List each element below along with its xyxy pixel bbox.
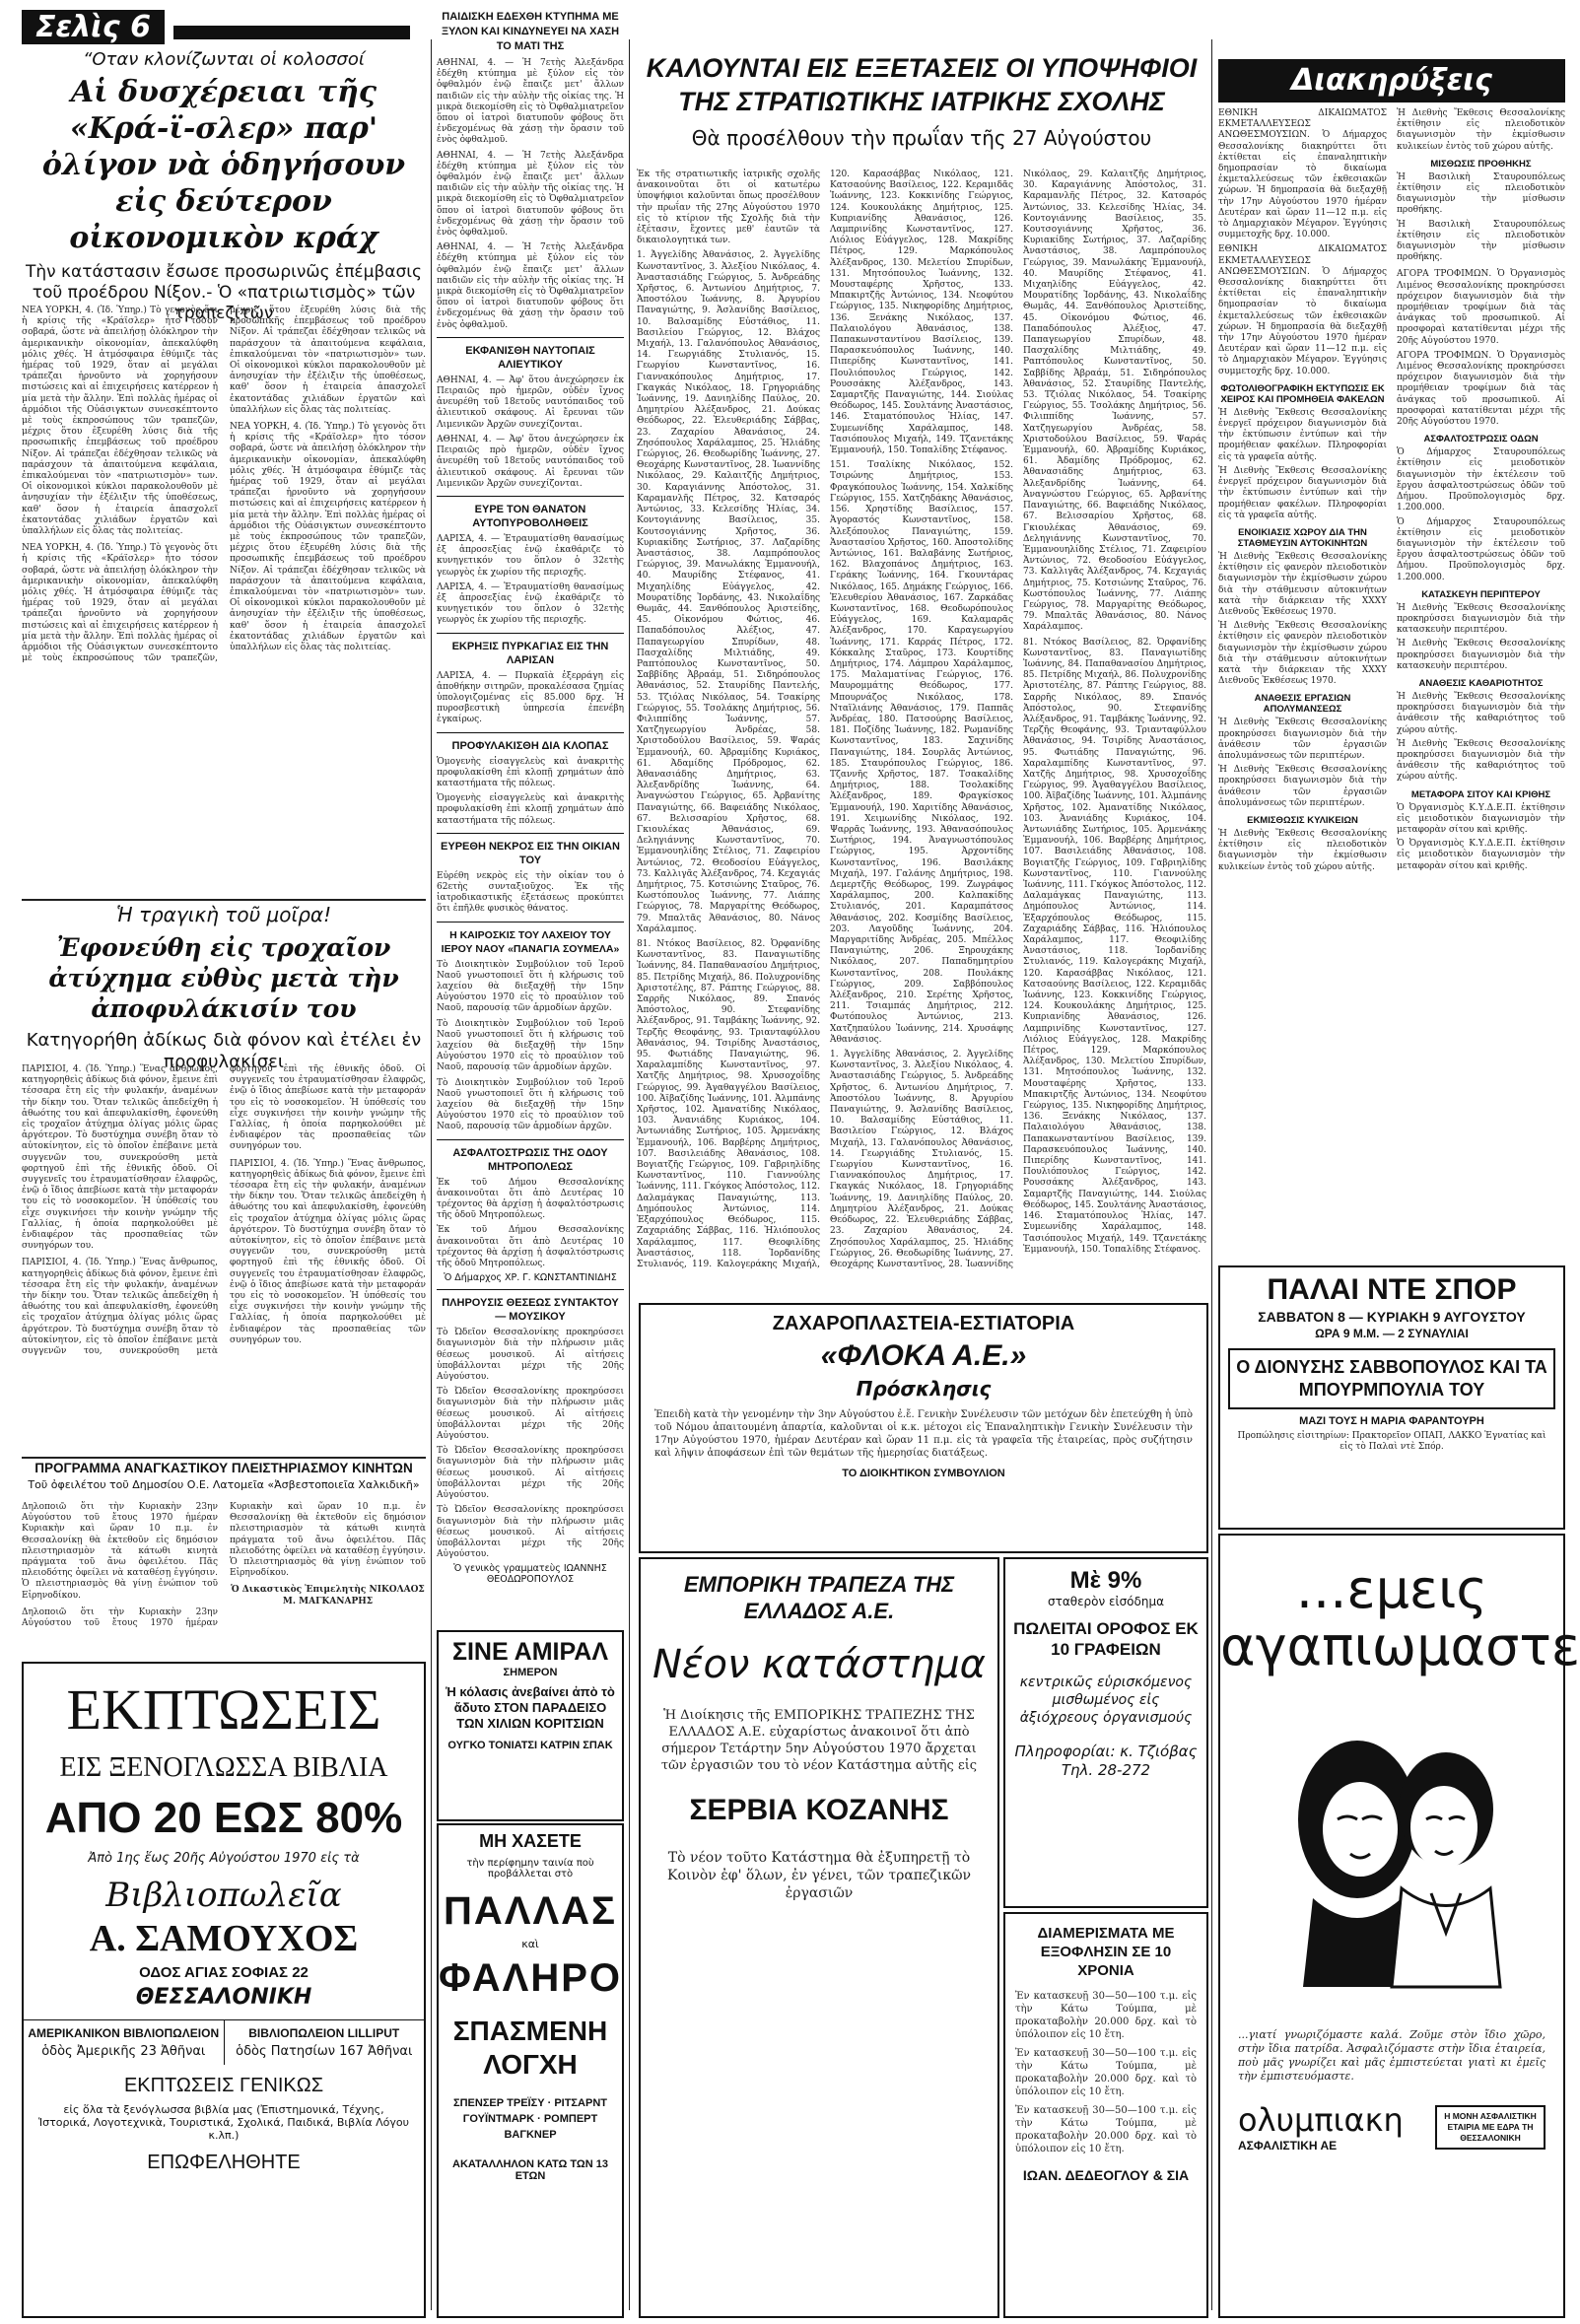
rate-body: κεντρικῶς εὑρισκόμενος μισθωμένος εἰς ἀξιόχρεους ὀργανισμούς <box>1019 1675 1193 1726</box>
ann-sub-3-body: Ἡ Διεθνὴς Ἔκθεσις Θεσσαλονίκης προκηρύσσει διαγωνισμὸν διὰ τὴν ἀνάθεσιν τῶν ἐργασιῶν ἀπολυμάνσεως τῶν περιπτέρων. <box>1218 718 1387 761</box>
ann-sub-4-body-repeat: Ἡ Διεθνὴς Ἔκθεσις Θεσσαλονίκης ἐκτίθησιν εἰς πλειοδοτικὸν διαγωνισμὸν τὴν ἐκμίσθωσιν κυλικείων ἐντὸς τοῦ χώρου αὐτῆς. <box>1397 108 1565 152</box>
accident-body: ΠΑΡΙΣΙΟΙ, 4. (Ἰδ. Ὑπηρ.) Ἕνας ἄνθρωπος, κατηγορηθεὶς ἀδίκως διὰ φόνον, ἔμεινε ἐπὶ τέσσαρα ἔτη εἰς τὴν φυλακήν, ἀναμένων τὴν δίκην του. Ὅταν τελικῶς ἀπεδείχθη ἡ ἀθωότης του καὶ ἀπεφυλακίσθη, ἐφονεύθη εἰς τροχαῖον ἀτύχημα ὀλίγας μόλις ὥρας ἀργότερον. Τὸ δυστύχημα συνέβη ὅταν τὸ αὐτοκίνητον, εἰς τὸ ὁποῖον ἐπέβαινε μετὰ συγγενῶν του, συνεκρούσθη μετὰ φορτηγοῦ ἐπὶ τῆς ἐθνικῆς ὁδοῦ. Οἱ συγγενεῖς του ἐτραυματίσθησαν ἐλαφρῶς, ἐνῷ ὁ ἴδιος ἀπεβίωσε κατὰ τὴν μεταφοράν του εἰς τὸ νοσοκομεῖον. Ἡ ὑπόθεσίς του εἶχε συγκινήσει τὴν κοινὴν γνώμην τῆς Γαλλίας, ἡ ὁποία παρηκολούθει μὲ ἐνδιαφέρον τὰς προσπαθείας τῶν συνηγόρων του. <box>22 1064 218 1252</box>
ad-slogan: ...εμεις αγαπιωμαστε <box>1220 1558 1580 1677</box>
job-body-repeat: Τὸ Ὠδεῖον Θεσσαλονίκης προκηρύσσει διαγωνισμὸν διὰ τὴν πλήρωσιν μιᾶς θέσεως μουσικοῦ. Αἱ αἰτήσεις ὑποβάλλονται μέχρι τῆς 20ῆς Αὐγούστου. <box>437 1505 624 1560</box>
floka-sub: Πρόσκλησις <box>856 1377 992 1401</box>
divider <box>437 1139 624 1140</box>
page-label: Σελὶς 6 <box>22 10 165 44</box>
program-body-repeat: Δηλοποιῶ ὅτι τὴν Κυριακὴν 23ην Αὐγούστου τοῦ ἔτους 1970 ἡμέραν Κυριακὴν καὶ ὥραν 10 π.μ. ἐν Θεσσαλονίκῃ θὰ ἐκτεθοῦν εἰς δημόσιον πλειστηριασμὸν τὰ κάτωθι κινητὰ πράγματα τοῦ ἄνω ὀφειλέτου. Πᾶς πλειοδότης ὀφείλει νὰ καταθέσῃ ἐγγύησιν. Ὁ πλειστηριασμὸς θὰ γίνῃ ἐνώπιον τοῦ Εἰρηνοδίκου. <box>22 1502 426 1629</box>
cinema-cast: ΟΥΓΚΟ ΤΟΝΙΑΤΣΙ ΚΑΤΡΙΝ ΣΠΑΚ <box>447 1740 613 1751</box>
announcements-body <box>1218 108 1565 1257</box>
job-body: Τὸ Ὠδεῖον Θεσσαλονίκης προκηρύσσει διαγωνισμὸν διὰ τὴν πλήρωσιν μιᾶς θέσεως μουσικοῦ. Αἱ αἰτήσεις ὑποβάλλονται μέχρι τῆς 20ῆς Αὐγούστου. <box>437 1328 624 1383</box>
ann-r-sub-3-body-repeat: Ἡ Διεθνὴς Ἔκθεσις Θεσσαλονίκης προκηρύσσει διαγωνισμὸν διὰ τὴν ἀνάθεσιν τῆς καθαριότητος τοῦ χώρου αὐτῆς. <box>1397 738 1565 783</box>
divider <box>437 922 624 923</box>
lottery-body-repeat: Τὸ Διοικητικὸν Συμβούλιον τοῦ Ἱεροῦ Ναοῦ γνωστοποιεῖ ὅτι ἡ κλήρωσις τοῦ λαχείου θὰ διεξαχθῇ τὴν 15ην Αὐγούστου 1970 εἰς τὸ προαύλιον τοῦ Ναοῦ, παρουσίᾳ τῶν ἁρμοδίων ἀρχῶν. <box>437 1077 624 1132</box>
sale-cta: ΕΠΩΦΕΛΗΘΗΤΕ <box>147 2152 301 2173</box>
ann-sub-1-body: Ἡ Διεθνὴς Ἔκθεσις Θεσσαλονίκης ἐνεργεῖ πρόχειρον διαγωνισμὸν διὰ τὴν ἐκτύπωσιν ἐντύπων καὶ τὴν προμήθειαν φακέλων. Πληροφορίαι εἰς τὰ γραφεῖα αὐτῆς. <box>1218 407 1387 462</box>
program-body: Δηλοποιῶ ὅτι τὴν Κυριακὴν 23ην Αὐγούστου τοῦ ἔτους 1970 ἡμέραν Κυριακὴν καὶ ὥραν 10 π.μ. ἐν Θεσσαλονίκῃ θὰ ἐκτεθοῦν εἰς δημόσιον πλειστηριασμὸν τὰ κάτωθι κινητὰ πράγματα τοῦ ἄνω ὀφειλέτου. Πᾶς πλειοδότης ὀφείλει νὰ καταθέσῃ ἐγγύησιν. Ὁ πλειστηριασμὸς θὰ γίνῃ ἐνώπιον τοῦ Εἰρηνοδίκου. <box>22 1502 218 1601</box>
dead-body: Εὑρέθη νεκρὸς εἰς τὴν οἰκίαν του ὁ 62ετὴς συνταξιοῦχος. Ἐκ τῆς ἰατροδικαστικῆς ἐξετάσεως προκύπτει ὅτι ἐπῆλθε φυσικὸς θάνατος. <box>437 870 624 915</box>
asphalt-signoff: Ὁ Δήμαρχος ΧΡ. Γ. ΚΩΝΣΤΑΝΤΙΝΙΔΗΣ <box>444 1272 617 1284</box>
pallas-cinema-ad <box>437 1823 624 2318</box>
death-body-repeat: ΛΑΡΙΣΑ, 4. — Ἐτραυματίσθη θανασίμως ἐξ ἀπροσεξίας ἐνῷ ἐκαθάριζε τὸ κυνηγετικόν του ὅπλον ὁ 32ετὴς γεωργὸς ἐκ χωρίου τῆς περιοχῆς. <box>437 581 624 626</box>
flats-body: Ἐν κατασκευῇ 30—50—100 τ.μ. εἰς τὴν Κάτω Τούμπα, μὲ προκαταβολὴν 20.000 δρχ. καὶ τὸ ὑπόλοιπον εἰς 10 ἔτη. <box>1015 1991 1197 2040</box>
asphalt-head: ΑΣΦΑΛΤΟΣΤΡΩΣΙΣ ΤΗΣ ΟΔΟΥ ΜΗΤΡΟΠΟΛΕΩΣ <box>452 1146 608 1173</box>
bank-sub: Νέον κατάστημα <box>652 1642 987 1687</box>
concert-title: ΠΑΛΑΙ ΝΤΕ ΣΠΟΡ <box>1267 1273 1517 1306</box>
lead-body-repeat: ΝΕΑ ΥΟΡΚΗ, 4. (Ἰδ. Ὑπηρ.) Τὸ γεγονὸς ὅτι ἡ κρίσις τῆς «Κράϊσλερ» ἦτο τόσον σοβαρά, ὥστε νὰ ἀπειλήσῃ ὁλόκληρον τὴν ἀμερικανικὴν οἰκονομίαν, ἀπεκαλύφθη μόλις χθές. Ἡ ἀτμόσφαιρα ἐθύμιζε τὰς ἡμέρας τοῦ 1929, ὅταν αἱ μεγάλαι τράπεζαι ἡρνοῦντο νὰ χορηγήσουν πιστώσεις καὶ αἱ ἐπιχειρήσεις κατέρρεον ἡ μία μετὰ τὴν ἄλλην. Ἐπὶ πολλὰς ἡμέρας οἱ ἁρμόδιοι τῆς Οὐάσιγκτων συνεσκέπτοντο μὲ τοὺς ἐκπροσώπους τῶν τραπεζῶν, μέχρις ὅτου ἐξευρέθη λύσις διὰ τῆς προσωπικῆς ἐπεμβάσεως τοῦ προέδρου Νίξον. Αἱ τράπεζαι ἐδέχθησαν τελικῶς νὰ παράσχουν τὰ ἀπαιτούμενα κεφάλαια, ἐπικαλούμεναι τὸν «πατριωτισμὸν» των. Οἱ οἰκονομικοὶ κύκλοι παρακολουθοῦν μὲ ἀνησυχίαν τὴν ἐξέλιξιν τῆς ὑποθέσεως, καθ' ὅσον ἡ ἐταιρεία ἀπασχολεῖ ἑκατοντάδας χιλιάδων ἐργατῶν καὶ ὑπαλλήλων εἰς ὅλας τὰς πολιτείας. <box>230 422 426 653</box>
concert-ad <box>1218 1265 1565 1530</box>
death-head: ΕΥΡΕ ΤΟΝ ΘΑΝΑΤΟΝ ΑΥΤΟΠΥΡΟΒΟΛΗΘΕΙΣ <box>472 503 588 529</box>
ann-sub-4-body: Ἡ Διεθνὴς Ἔκθεσις Θεσσαλονίκης ἐκτίθησιν εἰς πλειοδοτικὸν διαγωνισμὸν τὴν ἐκμίσθωσιν κυλικείων ἐντὸς τοῦ χώρου αὐτῆς. <box>1218 828 1387 872</box>
girl-head: ΠΑΙΔΙΣΚΗ ΕΔΕΧΘΗ ΚΤΥΠΗΜΑ ΜΕ ΞΥΛΟΝ ΚΑΙ ΚΙΝΔΥΝΕΥΕΙ ΝΑ ΧΑΣΗ ΤΟ ΜΑΤΙ ΤΗΣ <box>441 11 620 52</box>
job-body-repeat: Τὸ Ὠδεῖον Θεσσαλονίκης προκηρύσσει διαγωνισμὸν διὰ τὴν πλήρωσιν μιᾶς θέσεως μουσικοῦ. Αἱ αἰτήσεις ὑποβάλλονται μέχρι τῆς 20ῆς Αὐγούστου. <box>437 1446 624 1501</box>
ann-sub-1: ΦΩΤΟΛΙΘΟΓΡΑΦΙΚΗ ΕΚΤΥΠΩΣΙΣ ΕΚ ΧΕΙΡΟΣ ΚΑΙ ΠΡΟΜΗΘΕΙΑ ΦΑΚΕΛΩΝ <box>1220 382 1385 405</box>
floka-body: Ἐπειδὴ κατὰ τὴν γενομένην τὴν 3ην Αὐγούστου ἐ.ἔ. Γενικὴν Συνέλευσιν τῶν μετόχων δὲν ἐπετεύχθη ἡ ὑπὸ τοῦ Νόμου ἀπαιτουμένη ἀπαρτία, καλοῦνται οἱ κ.κ. μέτοχοι εἰς Ἐπαναληπτικὴν Γενικὴν Συνέλευσιν τὴν 17ην Αὐγούστου 1970, ἡμέραν Δευτέραν καὶ ὥραν 11 π.μ. εἰς τὰ γραφεῖα τῆς ἑταιρείας, πρὸς συζήτησιν καὶ λῆψιν ἀποφάσεων ἐπὶ τῶν θεμάτων τῆς ἡμερησίας διατάξεως. <box>654 1409 1193 1459</box>
ad-brand-sub: ΑΣΦΑΛΙΣΤΙΚΗ ΑΕ <box>1238 2139 1338 2153</box>
death-body: ΛΑΡΙΣΑ, 4. — Ἐτραυματίσθη θανασίμως ἐξ ἀπροσεξίας ἐνῷ ἐκαθάριζε τὸ κυνηγετικόν του ὅπλον ὁ 32ετὴς γεωργὸς ἐκ χωρίου τῆς περιοχῆς. <box>437 533 624 578</box>
program-title: ΠΡΟΓΡΑΜΜΑ ΑΝΑΓΚΑΣΤΙΚΟΥ ΠΛΕΙΣΤΗΡΙΑΣΜΟΥ ΚΙΝΗΤΩΝ <box>34 1461 413 1475</box>
center-headline: ΚΑΛΟΥΝΤΑΙ ΕΙΣ ΕΞΕΤΑΣΕΙΣ ΟΙ ΥΠΟΨΗΦΙΟΙ ΤΗΣ ΣΤΡΑΤΙΩΤΙΚΗΣ ΙΑΤΡΙΚΗΣ ΣΧΟΛΗΣ <box>646 53 1198 116</box>
lottery-body-repeat: Τὸ Διοικητικὸν Συμβούλιον τοῦ Ἱεροῦ Ναοῦ γνωστοποιεῖ ὅτι ἡ κλήρωσις τοῦ λαχείου θὰ διεξαχθῇ τὴν 15ην Αὐγούστου 1970 εἰς τὸ προαύλιον τοῦ Ναοῦ, παρουσίᾳ τῶν ἁρμοδίων ἀρχῶν. <box>437 1018 624 1073</box>
ad-note: Η ΜΟΝΗ ΑΣΦΑΛΙΣΤΙΚΗ ΕΤΑΙΡΙΑ ΜΕ ΕΔΡΑ ΤΗ ΘΕΣΣΑΛΟΝΙΚΗ <box>1444 2110 1537 2143</box>
ann-r-sub-1: ΑΣΦΑΛΤΟΣΤΡΩΣΙΣ ΟΔΩΝ <box>1423 434 1539 445</box>
navy-head: ΕΚΦΑΝΙΣΘΗ ΝΑΥΤΟΠΑΙΣ ΑΛΙΕΥΤΙΚΟΥ <box>465 344 595 371</box>
program-sub: Τοῦ ὀφειλέτου τοῦ Δημοσίου Ο.Ε. Λατομεῖα «Ἀσβεστοποιεῖα Χαλκιδικῆ» <box>28 1478 420 1491</box>
ad-brand-row <box>1238 2101 1546 2153</box>
lottery-head: Η ΚΑΙΡΟΣΚΙΣ ΤΟΥ ΛΑΧΕΙΟΥ ΤΟΥ ΙΕΡΟΥ ΝΑΟΥ «ΠΑΝΑΓΙΑ ΣΟΥΜΕΛΑ» <box>441 928 620 955</box>
column-rule <box>629 39 630 2310</box>
cinema-title: ΣΙΝΕ ΑΜΙΡΑΛ <box>451 1638 609 1666</box>
man-figure <box>1392 1752 1500 1987</box>
flats-body-repeat: Ἐν κατασκευῇ 30—50—100 τ.μ. εἰς τὴν Κάτω Τούμπα, μὲ προκαταβολὴν 20.000 δρχ. καὶ τὸ ὑπόλοιπον εἰς 10 ἔτη. <box>1015 2048 1197 2097</box>
ann-body-a-repeat: ΕΘΝΙΚΗ ΔΙΚΑΙΩΜΑΤΟΣ ΕΚΜΕΤΑΛΛΕΥΣΕΩΣ ΑΝΩΘΕΣΜΟΥΣΙΩΝ. Ὁ Δήμαρχος Θεσσαλονίκης διακηρύττει ὅτι ἐκτίθεται εἰς ἐπαναληπτικὴν δημοπρασίαν τὸ δικαίωμα ἐκμεταλλεύσεως τῶν ἐκθεσιακῶν χώρων. Ἡ δημοπρασία θὰ διεξαχθῇ τὴν 17ην Αὐγούστου 1970 ἡμέραν Δευτέραν καὶ ὥραν 11—12 π.μ. εἰς τὸ Δημαρχιακὸν Μέγαρον. Ἐγγύησις συμμετοχῆς δρχ. 10.000. <box>1218 244 1387 376</box>
ann-r-sub-2-body-repeat: Ἡ Διεθνὴς Ἔκθεσις Θεσσαλονίκης προκηρύσσει διαγωνισμὸν διὰ τὴν κατασκευὴν περιπτέρου. <box>1397 639 1565 671</box>
theft-head: ΠΡΟΦΥΛΑΚΙΣΘΗ ΔΙΑ ΚΛΟΠΑΣ <box>451 739 609 752</box>
ann-r-sub-2-body: Ἡ Διεθνὴς Ἔκθεσις Θεσσαλονίκης προκηρύσσει διαγωνισμὸν διὰ τὴν κατασκευὴν περιπτέρου. <box>1397 602 1565 636</box>
rate-title: Μὲ 9% <box>1069 1567 1142 1594</box>
dead-head: ΕΥΡΕΘΗ ΝΕΚΡΟΣ ΕΙΣ ΤΗΝ ΟΙΚΙΑΝ ΤΟΥ <box>441 840 620 866</box>
job-signoff: Ὁ γενικὸς γραμματεὺς ΙΩΑΝΝΗΣ ΘΕΟΔΩΡΟΠΟΥΛΟΣ <box>453 1563 607 1586</box>
miss-cinema-1: ΠΑΛΛΑΣ <box>443 1889 618 1933</box>
flats-ad <box>1003 1912 1208 2318</box>
candidates-list-a-repeat: 1. Ἀγγελίδης Ἀθανάσιος, 2. Ἀγγελίδης Κωνσταντῖνος, 3. Ἀλεξίου Νικόλαος, 4. Ἀναστασιάδης Γεώργιος, 5. Ἀνδρεάδης Χρῆστος, 6. Ἀντωνίου Δημήτριος, 7. Ἀποστόλου Ἰωάννης, 8. Ἀργυρίου Παναγιώτης, 9. Ἀσλανίδης Βασίλειος, 10. Βαλσαμίδης Εὐστάθιος, 11. Βασιλείου Γεώργιος, 12. Βλάχος Μιχαήλ, 13. Γαλανόπουλος Ἀθανάσιος, 14. Γεωργιάδης Στυλιανός, 15. Γεωργίου Κωνσταντῖνος, 16. Γιαννακόπουλος Δημήτριος, 17. Γκαγκάς Νικόλαος, 18. Γρηγοριάδης Ἰωάννης, 19. Δανιηλίδης Παύλος, 20. Δημητρίου Ἀλέξανδρος, 21. Δούκας Θεόδωρος, 22. Ἐλευθεριάδης Σάββας, 23. Ζαχαρίου Ἀθανάσιος, 24. Ζησόπουλος Χαράλαμπος, 25. Ἠλιάδης Γεώργιος, 26. Θεοδωρίδης Ἰωάννης, 27. Θεοχάρης Κωνσταντῖνος, 28. Ἰωαννίδης Νικόλαος, 29. Καλαιτζῆς Δημήτριος, 30. Καραγιάννης Ἀπόστολος, 31. Καραμανλῆς Πέτρος, 32. Κατσαρός Ἀντώνιος, 33. Κελεσίδης Ἠλίας, 34. Κοντογιάννης Βασίλειος, 35. Κουτσογιάννης Χρῆστος, 36. Κυριακίδης Σωτήριος, 37. Λαζαρίδης Ἀναστάσιος, 38. Λαμπρόπουλος Γεώργιος, 39. Μανωλάκης Ἐμμανουήλ, 40. Μαυρίδης Στέφανος, 41. Μιχαηλίδης Εὐάγγελος, 42. Μουρατίδης Ἰορδάνης, 43. Νικολαΐδης Θωμᾶς, 44. Ξανθόπουλος Ἀριστείδης, 45. Οἰκονόμου Φώτιος, 46. Παπαδόπουλος Ἀλέξιος, 47. Παπαγεωργίου Σπυρίδων, 48. Πασχαλίδης Μιλτιάδης, 49. Ραπτόπουλος Κωνσταντῖνος, 50. Σαββίδης Ἀβραάμ, 51. Σιδηρόπουλος Ἀθανάσιος, 52. Σταυρίδης Παντελής, 53. Τζιόλας Νικόλαος, 54. Τσακίρης Γεώργιος, 55. Τσολάκης Δημήτριος, 56. Φιλιππίδης Ἰωάννης, 57. Χατζηγεωργίου Ἀνδρέας, 58. Χριστοδούλου Βασίλειος, 59. Ψαράς Ἐμμανουήλ, 60. Ἀβραμίδης Κυριάκος, 61. Ἀδαμίδης Πρόδρομος, 62. Ἀθανασιάδης Δημήτριος, 63. Ἀλεξανδρίδης Ἰωάννης, 64. Ἀναγνώστου Γεώργιος, 65. Ἀρβανίτης Παναγιώτης, 66. Βαφειάδης Νικόλαος, 67. Βελισσαρίου Χρῆστος, 68. Γκιουλέκας Ἀθανάσιος, 69. Δεληγιάννης Κωνσταντῖνος, 70. Ἐμμανουηλίδης Στέλιος, 71. Ζαφειρίου Ἀντώνιος, 72. Θεοδοσίου Εὐάγγελος, 73. Καλλιγᾶς Ἀλέξανδρος, 74. Κεχαγιάς Δημήτριος, 75. Κοτσιώνης Σταῦρος, 76. Κωστόπουλος Ἰωάννης, 77. Λιάπης Γεώργιος, 78. Μαργαρίτης Θεόδωρος, 79. Μπαλτᾶς Ἀθανάσιος, 80. Νάνος Χαράλαμπος. <box>830 170 1206 1269</box>
general-body: εἰς ὅλα τὰ ξενόγλωσσα βιβλία μας (Ἐπιστημονικά, Τέχνης, Ἱστορικά, Λογοτεχνικὰ, Τουριστικά, Σχολικά, Παιδικά, Βιβλία Λόγου κ.λπ.) <box>38 2103 409 2142</box>
floka-signoff: ΤΟ ΔΙΟΙΚΗΤΙΚΟΝ ΣΥΜΒΟΥΛΙΟΝ <box>842 1468 1005 1479</box>
branches <box>24 2019 424 2065</box>
lead-headline: Αἱ δυσχέρειαι τῆς «Κρά-ϊ-σλερ» παρ' ὀλίγον νὰ ὁδηγήσουν εἰς δεύτερον οἰκονομικὸν κράχ <box>41 75 406 255</box>
divider <box>22 1457 426 1459</box>
candidates-list-c: 151. Τσαλίκης Νικόλαος, 152. Τσιρώνης Δημήτριος, 153. Φραγκόπουλος Ἰωάννης, 154. Χαλκίδης Γεώργιος, 155. Χατζηδάκης Ἀθανάσιος, 156. Χρηστίδης Βασίλειος, 157. Ἀγοραστός Κωνσταντῖνος, 158. Ἀλεξόπουλος Παναγιώτης, 159. Ἀναστασίου Χρῆστος, 160. Ἀποστολίδης Ἀντώνιος, 161. Βαλαβάνης Σωτήριος, 162. Βλαχοπάνος Δημήτριος, 163. Γεράκης Ἰωάννης, 164. Γκουντάρας Νικόλαος, 165. Δημάκης Γεώργιος, 166. Ἐλευθερίου Ἀθανάσιος, 167. Ζαρκάδας Κωνσταντῖνος, 168. Θεοδωρόπουλος Εὐάγγελος, 169. Καλαμαρᾶς Ἀλέξανδρος, 170. Καραγεωργίου Ἰωάννης, 171. Καρράς Πέτρος, 172. Κόκκαλης Σταῦρος, 173. Κουρτίδης Δημήτριος, 174. Λάμπρου Χαράλαμπος, 175. Μαλαματίνας Γεώργιος, 176. Μαυρομμάτης Θεόδωρος, 177. Μπουρνάζος Νικόλαος, 178. Νταϊλιάνης Ἀθανάσιος, 179. Παππᾶς Ἀνδρέας, 180. Πατσούρης Βασίλειος, 181. Ποζίδης Ἰωάννης, 182. Ρωμανίδης Κωνσταντῖνος, 183. Σαχινίδης Παναγιώτης, 184. Σουρλᾶς Ἀντώνιος, 185. Σταυρόπουλος Γεώργιος, 186. Τζαννῆς Χρῆστος, 187. Τσακαλίδης Δημήτριος, 188. Τσολακίδης Ἀλέξανδρος, 189. Φραγκίσκος Ἐμμανουήλ, 190. Χαριτίδης Ἀθανάσιος, 191. Χειμωνίδης Νικόλαος, 192. Ψαρρᾶς Ἰωάννης, 193. Ἀθανασόπουλος Σωτήριος, 194. Ἀναγνωστόπουλος Γεώργιος, 195. Ἀρχοντίδης Κωνσταντῖνος, 196. Βασιλάκης Μιχαήλ, 197. Γαλάνης Δημήτριος, 198. Δεμερτζῆς Θεόδωρος, 199. Ζωγράφος Χαράλαμπος, 200. Καλπακίδης Στυλιανός, 201. Καραμπάτσος Ἀθανάσιος, 202. Κοσμίδης Βασίλειος, 203. Λαγοῦδης Ἰωάννης, 204. Μαργαριτίδης Ἀνδρέας, 205. Μπέλλος Παναγιώτης, 206. Ξηρουχάκης Νικόλαος, 207. Παπαδημητρίου Κωνσταντῖνος, 208. Πουλάκης Γεώργιος, 209. Σαββόπουλος Ἀλέξανδρος, 210. Σερέτης Χρῆστος, 211. Τσιαμπάς Δημήτριος, 212. Φωτόπουλος Ἀντώνιος, 213. Χατζηπαύλου Ἰωάννης, 214. Χρυσάφης Ἀθανάσιος. <box>830 460 1013 1045</box>
ann-sub-2-body-repeat: Ἡ Διεθνὴς Ἔκθεσις Θεσσαλονίκης ἐκτίθησιν εἰς φανερὸν πλειοδοτικὸν διαγωνισμὸν τὴν ἐκμίσθωσιν χώρου διὰ τὴν στάθμευσιν αὐτοκινήτων κατὰ τὴν διάρκειαν τῆς ΧΧΧΥ Διεθνοῦς Ἐκθέσεως 1970. <box>1218 621 1387 687</box>
accident-body-repeat: ΠΑΡΙΣΙΟΙ, 4. (Ἰδ. Ὑπηρ.) Ἕνας ἄνθρωπος, κατηγορηθεὶς ἀδίκως διὰ φόνον, ἔμεινε ἐπὶ τέσσαρα ἔτη εἰς τὴν φυλακήν, ἀναμένων τὴν δίκην του. Ὅταν τελικῶς ἀπεδείχθη ἡ ἀθωότης του καὶ ἀπεφυλακίσθη, ἐφονεύθη εἰς τροχαῖον ἀτύχημα ὀλίγας μόλις ὥρας ἀργότερον. Τὸ δυστύχημα συνέβη ὅταν τὸ αὐτοκίνητον, εἰς τὸ ὁποῖον ἐπέβαινε μετὰ συγγενῶν του, συνεκρούσθη μετὰ φορτηγοῦ ἐπὶ τῆς ἐθνικῆς ὁδοῦ. Οἱ συγγενεῖς του ἐτραυματίσθησαν ἐλαφρῶς, ἐνῷ ὁ ἴδιος ἀπεβίωσε κατὰ τὴν μεταφοράν του εἰς τὸ νοσοκομεῖον. Ἡ ὑπόθεσίς του εἶχε συγκινήσει τὴν κοινὴν γνώμην τῆς Γαλλίας, ἡ ὁποία παρηκολούθει μὲ ἐνδιαφέρον τὰς προσπαθείας τῶν συνηγόρων του. <box>230 1158 426 1345</box>
miss-cast: ΣΠΕΝΣΕΡ ΤΡΕΪΣΥ · ΡΙΤΣΑΡΝΤ ΓΟΥΪΝΤΜΑΡΚ · ΡΟΜΠΕΡΤ ΒΑΓΚΝΕΡ <box>453 2097 607 2141</box>
ann-sub-2-body: Ἡ Διεθνὴς Ἔκθεσις Θεσσαλονίκης ἐκτίθησιν εἰς φανερὸν πλειοδοτικὸν διαγωνισμὸν τὴν ἐκμίσθωσιν χώρου διὰ τὴν στάθμευσιν αὐτοκινήτων κατὰ τὴν διάρκειαν τῆς ΧΧΧΥ Διεθνοῦς Ἐκθέσεως 1970. <box>1218 551 1387 617</box>
center-headline-wrap <box>637 51 1206 168</box>
concert-dates: ΣΑΒΒΑΤΟΝ 8 — ΚΥΡΙΑΚΗ 9 ΑΥΓΟΥΣΤΟΥ <box>1258 1309 1526 1325</box>
page-label-bar <box>173 26 410 39</box>
flats-head: ΔΙΑΜΕΡΙΣΜΑΤΑ ΜΕ ΕΞΟΦΛΗΣΙΝ ΣΕ 10 ΧΡΟΝΙΑ <box>1037 1925 1175 1979</box>
couple-illustration <box>1244 1691 1540 2016</box>
accident-deck: Κατηγορήθη ἀδίκως διὰ φόνον καὶ ἐτέλει ἐν προφυλακίσει <box>26 1030 422 1072</box>
flats-body-repeat: Ἐν κατασκευῇ 30—50—100 τ.μ. εἰς τὴν Κάτω Τούμπα, μὲ προκαταβολὴν 20.000 δρχ. καὶ τὸ ὑπόλοιπον εἰς 10 ἔτη. <box>1015 2105 1197 2154</box>
flats-contact: ΙΩΑΝ. ΔΕΔΕΟΓΛΟΥ & ΣΙΑ <box>1022 2167 1190 2183</box>
accident-head <box>22 903 426 1072</box>
job-body-repeat: Τὸ Ὠδεῖον Θεσσαλονίκης προκηρύσσει διαγωνισμὸν διὰ τὴν πλήρωσιν μιᾶς θέσεως μουσικοῦ. Αἱ αἰτήσεις ὑποβάλλονται μέχρι τῆς 20ῆς Αὐγούστου. <box>437 1387 624 1442</box>
shop-label: Βιβλιοπωλεῖα <box>105 1876 342 1915</box>
center-subhead: Θὰ προσέλθουν τὴν πρωΐαν τῆς 27 Αὐγούστου <box>691 126 1152 150</box>
navy-body: ΑΘΗΝΑΙ, 4. — Ἀφ' ὅτου ἀνεχώρησεν ἐκ Πειραιῶς πρὸ ἡμερῶν, οὐδὲν ἴχνος ἀνευρέθη τοῦ 18ετοῦς ναυτόπαιδος τοῦ ἀλιευτικοῦ σκάφους. Αἱ ἔρευναι τῶν Λιμενικῶν Ἀρχῶν συνεχίζονται. <box>437 375 624 430</box>
accident-body-repeat: ΠΑΡΙΣΙΟΙ, 4. (Ἰδ. Ὑπηρ.) Ἕνας ἄνθρωπος, κατηγορηθεὶς ἀδίκως διὰ φόνον, ἔμεινε ἐπὶ τέσσαρα ἔτη εἰς τὴν φυλακήν, ἀναμένων τὴν δίκην του. Ὅταν τελικῶς ἀπεδείχθη ἡ ἀθωότης του καὶ ἀπεφυλακίσθη, ἐφονεύθη εἰς τροχαῖον ἀτύχημα ὀλίγας μόλις ὥρας ἀργότερον. Τὸ δυστύχημα συνέβη ὅταν τὸ αὐτοκίνητον, εἰς τὸ ὁποῖον ἐπέβαινε μετὰ συγγενῶν του, συνεκρούσθη μετὰ φορτηγοῦ ἐπὶ τῆς ἐθνικῆς ὁδοῦ. Οἱ συγγενεῖς του ἐτραυματίσθησαν ἐλαφρῶς, ἐνῷ ὁ ἴδιος ἀπεβίωσε κατὰ τὴν μεταφοράν του εἰς τὸ νοσοκομεῖον. Ἡ ὑπόθεσίς του εἶχε συγκινήσει τὴν κοινὴν γνώμην τῆς Γαλλίας, ἡ ὁποία παρηκολούθει μὲ ἐνδιαφέρον τὰς προσπαθείας τῶν συνηγόρων του. <box>22 1064 426 1357</box>
lead-story-head <box>22 49 426 323</box>
column-rule <box>431 39 432 2310</box>
miss-cinema-2: ΦΑΛΗΡΟ <box>439 1956 623 2000</box>
ann-r-sub-4: ΜΕΤΑΦΟΡΑ ΣΙΤΟΥ ΚΑΙ ΚΡΙΘΗΣ <box>1410 788 1551 800</box>
sale-pct: ΑΠΟ 20 ΕΩΣ 80% <box>44 1794 403 1842</box>
job-head: ΠΛΗΡΟΥΣΙΣ ΘΕΣΕΩΣ ΣΥΝΤΑΚΤΟΥ — ΜΟΥΣΙΚΟΥ <box>442 1297 619 1324</box>
ad-brand: ολυμπιακη <box>1238 2101 1404 2139</box>
office-sale-ad <box>1003 1557 1208 1908</box>
cinema-amiral-ad <box>437 1630 624 1821</box>
bank-body: Ἡ Διοίκησις τῆς ΕΜΠΟΡΙΚΗΣ ΤΡΑΠΕΖΗΣ ΤΗΣ ΕΛΛΑΔΟΣ Α.Ε. εὐχαρίστως ἀνακοινοῖ ὅτι ἀπὸ σήμερον Τετάρτην 5ην Αὐγούστου 1970 ἄρχεται τῶν ἐργασιῶν του τὸ νέον Κατάστημα αὐτῆς εἰς <box>660 1708 978 1773</box>
concert-body: Προπώλησις εἰσιτηρίων: Πρακτορεῖον ΟΠΑΠ, ΛΑΚΚΟ Ἐγνατίας καὶ εἰς τὸ Παλαὶ ντὲ Σπόρ. <box>1237 1431 1546 1453</box>
bank-place: ΣΕΡΒΙΑ ΚΟΖΑΝΗΣ <box>689 1794 949 1826</box>
lead-deck: Τὴν κατάστασιν ἔσωσε προσωρινῶς ἐπέμβασις τοῦ προέδρου Νίξον.- Ὁ «πατριωτισμὸς» τῶν τραπεζιτῶν <box>25 262 422 323</box>
ann-body-a: ΕΘΝΙΚΗ ΔΙΚΑΙΩΜΑΤΟΣ ΕΚΜΕΤΑΛΛΕΥΣΕΩΣ ΑΝΩΘΕΣΜΟΥΣΙΩΝ. Ὁ Δήμαρχος Θεσσαλονίκης διακηρύττει ὅτι ἐκτίθεται εἰς ἐπαναληπτικὴν δημοπρασίαν τὸ δικαίωμα ἐκμεταλλεύσεως τῶν ἐκθεσιακῶν χώρων. Ἡ δημοπρασία θὰ διεξαχθῇ τὴν 17ην Αὐγούστου 1970 ἡμέραν Δευτέραν καὶ ὥραν 11—12 π.μ. εἰς τὸ Δημαρχιακὸν Μέγαρον. Ἐγγύησις συμμετοχῆς δρχ. 10.000. <box>1218 108 1387 240</box>
ad-body: ...γιατί γνωριζόμαστε καλά. Ζοῦμε στὸν ἴδιο χῶρο, στὴν ἴδια πατρίδα. Ἀσφαλιζόμαστε στὴν ἴδια ἑταιρεία, ποὺ μᾶς γνωρίζει καὶ μᾶς ἐμπιστεύεται γιατὶ κι ἐμεῖς τὴν ἐμπιστευόμαστε. <box>1238 2028 1546 2083</box>
miss-note: ΑΚΑΤΑΛΛΗΛΟΝ ΚΑΤΩ ΤΩΝ 13 ΕΤΩΝ <box>452 2158 608 2182</box>
ann-sub-5-body: Ἡ Βασιλικὴ Σταυρουπόλεως ἐκτίθησιν εἰς πλειοδοτικὸν διαγωνισμὸν τὴν μίσθωσιν προθήκης. <box>1397 171 1565 216</box>
candidates-list-b: 81. Ντόκος Βασίλειος, 82. Ὀρφανίδης Κωνσταντῖνος, 83. Παναγιωτίδης Ἰωάννης, 84. Παπαθανασίου Δημήτριος, 85. Πετρίδης Μιχαήλ, 86. Πολυχρονίδης Ἀριστοτέλης, 87. Ράπτης Γεώργιος, 88. Σαρρῆς Νικόλαος, 89. Σπανός Ἀπόστολος, 90. Στεφανίδης Ἀλέξανδρος, 91. Ταμβάκης Ἰωάννης, 92. Τερζῆς Θεοφάνης, 93. Τριανταφύλλου Ἀθανάσιος, 94. Τσιρίδης Ἀναστάσιος, 95. Φωτιάδης Παναγιώτης, 96. Χαραλαμπίδης Κωνσταντῖνος, 97. Χατζῆς Δημήτριος, 98. Χρυσοχοΐδης Γεώργιος, 99. Ἀγαθαγγέλου Βασίλειος, 100. Ἀϊβαζίδης Ἰωάννης, 101. Ἀλμπάνης Χρῆστος, 102. Ἀμανατίδης Νικόλαος, 103. Ἀνανιάδης Κυριάκος, 104. Ἀντωνιάδης Σωτήριος, 105. Ἀρμενάκης Ἐμμανουήλ, 106. Βαρβέρης Δημήτριος, 107. Βασιλειάδης Ἀθανάσιος, 108. Βογιατζῆς Γεώργιος, 109. Γαβριηλίδης Κωνσταντῖνος, 110. Γιαννούλης Ἰωάννης, 111. Γκόγκος Ἀπόστολος, 112. Δαλαμάγκας Παναγιώτης, 113. Δημόπουλος Ἀντώνιος, 114. Ἐξαρχόπουλος Θεόδωρος, 115. Ζαχαριάδης Σάββας, 116. Ἠλιόπουλος Χαράλαμπος, 117. Θεοφιλίδης Ἀναστάσιος, 118. Ἰορδανίδης Στυλιανός, 119. Καλογεράκης Μιχαήλ, 120. Καρασάββας Νικόλαος, 121. Κατσαούνης Βασίλειος, 122. Κεραμιδᾶς Ἰωάννης, 123. Κοκκινίδης Γεώργιος, 124. Κουκουλάκης Δημήτριος, 125. Κυπριανίδης Ἀθανάσιος, 126. Λαμπρινίδης Κωνσταντῖνος, 127. Λιόλιος Εὐάγγελος, 128. Μακρίδης Πέτρος, 129. Μαρκόπουλος Ἀλέξανδρος, 130. Μελετίου Σπυρίδων, 131. Μητσόπουλος Ἰωάννης, 132. Μουσταφέρης Χρῆστος, 133. Μπακιρτζῆς Ἀντώνιος, 134. Νεοφύτου Γεώργιος, 135. Νικηφορίδης Δημήτριος, 136. Ξενάκης Νικόλαος, 137. Παλαιολόγου Ἀθανάσιος, 138. Παπακωνσταντίνου Βασίλειος, 139. Παρασκευόπουλος Ἰωάννης, 140. Πιπερίδης Κωνσταντῖνος, 141. Πουλιόπουλος Γεώργιος, 142. Ρουσσάκης Ἀλέξανδρος, 143. Σαμαρτζῆς Παναγιώτης, 144. Σιούλας Θεόδωρος, 145. Σουλτάνης Ἀναστάσιος, 146. Σταματόπουλος Ἠλίας, 147. Συμεωνίδης Χαράλαμπος, 148. Τασιόπουλος Μιχαήλ, 149. Τζανετάκης Ἐμμανουήλ, 150. Τοπαλίδης Στέφανος. <box>637 170 1013 1269</box>
concert-time: ΩΡΑ 9 Μ.Μ. — 2 ΣΥΝΑΥΛΙΑΙ <box>1315 1327 1469 1340</box>
ann-sub-4: ΕΚΜΙΣΘΩΣΙΣ ΚΥΛΙΚΕΙΩΝ <box>1247 814 1358 826</box>
ann-sub-2: ΕΝΟΙΚΙΑΣΙΣ ΧΩΡΟΥ ΔΙΑ ΤΗΝ ΣΤΑΘΜΕΥΣΙΝ ΑΥΤΟΚΙΝΗΤΩΝ <box>1237 526 1368 549</box>
column-rule <box>1211 39 1212 2310</box>
shop-city: ΘΕΣΣΑΛΟΝΙΚΗ <box>135 1985 312 2010</box>
branch-1 <box>24 2020 225 2065</box>
lead-body: ΝΕΑ ΥΟΡΚΗ, 4. (Ἰδ. Ὑπηρ.) Τὸ γεγονὸς ὅτι ἡ κρίσις τῆς «Κράϊσλερ» ἦτο τόσον σοβαρά, ὥστε νὰ ἀπειλήσῃ ὁλόκληρον τὴν ἀμερικανικὴν οἰκονομίαν, ἀπεκαλύφθη μόλις χθές. Ἡ ἀτμόσφαιρα ἐθύμιζε τὰς ἡμέρας τοῦ 1929, ὅταν αἱ μεγάλαι τράπεζαι ἡρνοῦντο νὰ χορηγήσουν πιστώσεις καὶ αἱ ἐπιχειρήσεις κατέρρεον ἡ μία μετὰ τὴν ἄλλην. Ἐπὶ πολλὰς ἡμέρας οἱ ἁρμόδιοι τῆς Οὐάσιγκτων συνεσκέπτοντο μὲ τοὺς ἐκπροσώπους τῶν τραπεζῶν, μέχρις ὅτου ἐξευρέθη λύσις διὰ τῆς προσωπικῆς ἐπεμβάσεως τοῦ προέδρου Νίξον. Αἱ τράπεζαι ἐδέχθησαν τελικῶς νὰ παράσχουν τὰ ἀπαιτούμενα κεφάλαια, ἐπικαλούμεναι τὸν «πατριωτισμὸν» των. Οἱ οἰκονομικοὶ κύκλοι παρακολουθοῦν μὲ ἀνησυχίαν τὴν ἐξέλιξιν τῆς ὑποθέσεως, καθ' ὅσον ἡ ἐταιρεία ἀπασχολεῖ ἑκατοντάδας χιλιάδων ἐργατῶν καὶ ὑπαλλήλων εἰς ὅλας τὰς πολιτείας. <box>22 306 218 537</box>
candidates-list-a: 1. Ἀγγελίδης Ἀθανάσιος, 2. Ἀγγελίδης Κωνσταντῖνος, 3. Ἀλεξίου Νικόλαος, 4. Ἀναστασιάδης Γεώργιος, 5. Ἀνδρεάδης Χρῆστος, 6. Ἀντωνίου Δημήτριος, 7. Ἀποστόλου Ἰωάννης, 8. Ἀργυρίου Παναγιώτης, 9. Ἀσλανίδης Βασίλειος, 10. Βαλσαμίδης Εὐστάθιος, 11. Βασιλείου Γεώργιος, 12. Βλάχος Μιχαήλ, 13. Γαλανόπουλος Ἀθανάσιος, 14. Γεωργιάδης Στυλιανός, 15. Γεωργίου Κωνσταντῖνος, 16. Γιαννακόπουλος Δημήτριος, 17. Γκαγκάς Νικόλαος, 18. Γρηγοριάδης Ἰωάννης, 19. Δανιηλίδης Παύλος, 20. Δημητρίου Ἀλέξανδρος, 21. Δούκας Θεόδωρος, 22. Ἐλευθεριάδης Σάββας, 23. Ζαχαρίου Ἀθανάσιος, 24. Ζησόπουλος Χαράλαμπος, 25. Ἠλιάδης Γεώργιος, 26. Θεοδωρίδης Ἰωάννης, 27. Θεοχάρης Κωνσταντῖνος, 28. Ἰωαννίδης Νικόλαος, 29. Καλαιτζῆς Δημήτριος, 30. Καραγιάννης Ἀπόστολος, 31. Καραμανλῆς Πέτρος, 32. Κατσαρός Ἀντώνιος, 33. Κελεσίδης Ἠλίας, 34. Κοντογιάννης Βασίλειος, 35. Κουτσογιάννης Χρῆστος, 36. Κυριακίδης Σωτήριος, 37. Λαζαρίδης Ἀναστάσιος, 38. Λαμπρόπουλος Γεώργιος, 39. Μανωλάκης Ἐμμανουήλ, 40. Μαυρίδης Στέφανος, 41. Μιχαηλίδης Εὐάγγελος, 42. Μουρατίδης Ἰορδάνης, 43. Νικολαΐδης Θωμᾶς, 44. Ξανθόπουλος Ἀριστείδης, 45. Οἰκονόμου Φώτιος, 46. Παπαδόπουλος Ἀλέξιος, 47. Παπαγεωργίου Σπυρίδων, 48. Πασχαλίδης Μιλτιάδης, 49. Ραπτόπουλος Κωνσταντῖνος, 50. Σαββίδης Ἀβραάμ, 51. Σιδηρόπουλος Ἀθανάσιος, 52. Σταυρίδης Παντελής, 53. Τζιόλας Νικόλαος, 54. Τσακίρης Γεώργιος, 55. Τσολάκης Δημήτριος, 56. Φιλιππίδης Ἰωάννης, 57. Χατζηγεωργίου Ἀνδρέας, 58. Χριστοδούλου Βασίλειος, 59. Ψαράς Ἐμμανουήλ, 60. Ἀβραμίδης Κυριάκος, 61. Ἀδαμίδης Πρόδρομος, 62. Ἀθανασιάδης Δημήτριος, 63. Ἀλεξανδρίδης Ἰωάννης, 64. Ἀναγνώστου Γεώργιος, 65. Ἀρβανίτης Παναγιώτης, 66. Βαφειάδης Νικόλαος, 67. Βελισσαρίου Χρῆστος, 68. Γκιουλέκας Ἀθανάσιος, 69. Δεληγιάννης Κωνσταντῖνος, 70. Ἐμμανουηλίδης Στέλιος, 71. Ζαφειρίου Ἀντώνιος, 72. Θεοδοσίου Εὐάγγελος, 73. Καλλιγᾶς Ἀλέξανδρος, 74. Κεχαγιάς Δημήτριος, 75. Κοτσιώνης Σταῦρος, 76. Κωστόπουλος Ἰωάννης, 77. Λιάπης Γεώργιος, 78. Μαργαρίτης Θεόδωρος, 79. Μπαλτᾶς Ἀθανάσιος, 80. Νάνος Χαράλαμπος. <box>637 250 820 934</box>
branch-2-name: ΒΙΒΛΙΟΠΩΛΕΙΟΝ LILLIPUT <box>248 2026 400 2040</box>
branch-2 <box>225 2020 425 2065</box>
lead-body-repeat: ΝΕΑ ΥΟΡΚΗ, 4. (Ἰδ. Ὑπηρ.) Τὸ γεγονὸς ὅτι ἡ κρίσις τῆς «Κράϊσλερ» ἦτο τόσον σοβαρά, ὥστε νὰ ἀπειλήσῃ ὁλόκληρον τὴν ἀμερικανικὴν οἰκονομίαν, ἀπεκαλύφθη μόλις χθές. Ἡ ἀτμόσφαιρα ἐθύμιζε τὰς ἡμέρας τοῦ 1929, ὅταν αἱ μεγάλαι τράπεζαι ἡρνοῦντο νὰ χορηγήσουν πιστώσεις καὶ αἱ ἐπιχειρήσεις κατέρρεον ἡ μία μετὰ τὴν ἄλλην. Ἐπὶ πολλὰς ἡμέρας οἱ ἁρμόδιοι τῆς Οὐάσιγκτων συνεσκέπτοντο μὲ τοὺς ἐκπροσώπους τῶν τραπεζῶν, μέχρις ὅτου ἐξευρέθη λύσις διὰ τῆς προσωπικῆς ἐπεμβάσεως τοῦ προέδρου Νίξον. Αἱ τράπεζαι ἐδέχθησαν τελικῶς νὰ παράσχουν τὰ ἀπαιτούμενα κεφάλαια, ἐπικαλούμεναι τὸν «πατριωτισμὸν» των. Οἱ οἰκονομικοὶ κύκλοι παρακολουθοῦν μὲ ἀνησυχίαν τὴν ἐξέλιξιν τῆς ὑποθέσεως, καθ' ὅσον ἡ ἐταιρεία ἀπασχολεῖ ἑκατοντάδας χιλιάδων ἐργατῶν καὶ ὑπαλλήλων εἰς ὅλας τὰς πολιτείας. <box>22 306 426 664</box>
ann-r-sub-3-body: Ἡ Διεθνὴς Ἔκθεσις Θεσσαλονίκης προκηρύσσει διαγωνισμὸν διὰ τὴν ἀνάθεσιν τῆς καθαριότητος τοῦ χώρου αὐτῆς. <box>1397 691 1565 735</box>
rate-head: ΠΩΛΕΙΤΑΙ ΟΡΟΦΟΣ ΕΚ 10 ΓΡΑΦΕΙΩΝ <box>1013 1619 1199 1659</box>
asphalt-body-repeat: Ἐκ τοῦ Δήμου Θεσσαλονίκης ἀνακοινοῦται ὅτι ἀπὸ Δευτέρας 10 τρέχοντος θὰ ἀρχίσῃ ἡ ἀσφαλτόστρωσις τῆς ὁδοῦ Μητροπόλεως. <box>437 1225 624 1269</box>
asphalt-body: Ἐκ τοῦ Δήμου Θεσσαλονίκης ἀνακοινοῦται ὅτι ἀπὸ Δευτέρας 10 τρέχοντος θὰ ἀρχίσῃ ἡ ἀσφαλτόστρωσις τῆς ὁδοῦ Μητροπόλεως. <box>437 1177 624 1221</box>
lottery-body: Τὸ Διοικητικὸν Συμβούλιον τοῦ Ἱεροῦ Ναοῦ γνωστοποιεῖ ὅτι ἡ κλήρωσις τοῦ λαχείου θὰ διεξαχθῇ τὴν 15ην Αὐγούστου 1970 εἰς τὸ προαύλιον τοῦ Ναοῦ, παρουσίᾳ τῶν ἁρμοδίων ἀρχῶν. <box>437 959 624 1014</box>
sale-dates: Ἀπὸ 1ης ἕως 20ῆς Αὐγούστου 1970 εἰς τὰ <box>88 1851 360 1866</box>
theft-body-repeat: Ὁμογενὴς εἰσαγγελεὺς καὶ ἀνακριτὴς προφυλακίσθη ἐπὶ κλοπῇ χρημάτων ἀπὸ καταστήματα τῆς πόλεως. <box>437 793 624 826</box>
ad-note-box <box>1435 2105 1546 2150</box>
ann-sub-1-body-repeat: Ἡ Διεθνὴς Ἔκθεσις Θεσσαλονίκης ἐνεργεῖ πρόχειρον διαγωνισμὸν διὰ τὴν ἐκτύπωσιν ἐντύπων καὶ τὴν προμήθειαν φακέλων. Πληροφορίαι εἰς τὰ γραφεῖα αὐτῆς. <box>1218 465 1387 520</box>
bank-foot: Τὸ νέον τοῦτο Κατάστημα θὰ ἐξυπηρετῇ τὸ Κοινὸν ἐφ' ὅλων, ἐν γένει, τῶν τραπεζικῶν ἐργασιῶν <box>666 1850 972 1901</box>
candidates-list-b-repeat: 81. Ντόκος Βασίλειος, 82. Ὀρφανίδης Κωνσταντῖνος, 83. Παναγιωτίδης Ἰωάννης, 84. Παπαθανασίου Δημήτριος, 85. Πετρίδης Μιχαήλ, 86. Πολυχρονίδης Ἀριστοτέλης, 87. Ράπτης Γεώργιος, 88. Σαρρῆς Νικόλαος, 89. Σπανός Ἀπόστολος, 90. Στεφανίδης Ἀλέξανδρος, 91. Ταμβάκης Ἰωάννης, 92. Τερζῆς Θεοφάνης, 93. Τριανταφύλλου Ἀθανάσιος, 94. Τσιρίδης Ἀναστάσιος, 95. Φωτιάδης Παναγιώτης, 96. Χαραλαμπίδης Κωνσταντῖνος, 97. Χατζῆς Δημήτριος, 98. Χρυσοχοΐδης Γεώργιος, 99. Ἀγαθαγγέλου Βασίλειος, 100. Ἀϊβαζίδης Ἰωάννης, 101. Ἀλμπάνης Χρῆστος, 102. Ἀμανατίδης Νικόλαος, 103. Ἀνανιάδης Κυριάκος, 104. Ἀντωνιάδης Σωτήριος, 105. Ἀρμενάκης Ἐμμανουήλ, 106. Βαρβέρης Δημήτριος, 107. Βασιλειάδης Ἀθανάσιος, 108. Βογιατζῆς Γεώργιος, 109. Γαβριηλίδης Κωνσταντῖνος, 110. Γιαννούλης Ἰωάννης, 111. Γκόγκος Ἀπόστολος, 112. Δαλαμάγκας Παναγιώτης, 113. Δημόπουλος Ἀντώνιος, 114. Ἐξαρχόπουλος Θεόδωρος, 115. Ζαχαριάδης Σάββας, 116. Ἠλιόπουλος Χαράλαμπος, 117. Θεοφιλίδης Ἀναστάσιος, 118. Ἰορδανίδης Στυλιανός, 119. Καλογεράκης Μιχαήλ, 120. Καρασάββας Νικόλαος, 121. Κατσαούνης Βασίλειος, 122. Κεραμιδᾶς Ἰωάννης, 123. Κοκκινίδης Γεώργιος, 124. Κουκουλάκης Δημήτριος, 125. Κυπριανίδης Ἀθανάσιος, 126. Λαμπρινίδης Κωνσταντῖνος, 127. Λιόλιος Εὐάγγελος, 128. Μακρίδης Πέτρος, 129. Μαρκόπουλος Ἀλέξανδρος, 130. Μελετίου Σπυρίδων, 131. Μητσόπουλος Ἰωάννης, 132. Μουσταφέρης Χρῆστος, 133. Μπακιρτζῆς Ἀντώνιος, 134. Νεοφύτου Γεώργιος, 135. Νικηφορίδης Δημήτριος, 136. Ξενάκης Νικόλαος, 137. Παλαιολόγου Ἀθανάσιος, 138. Παπακωνσταντίνου Βασίλειος, 139. Παρασκευόπουλος Ἰωάννης, 140. Πιπερίδης Κωνσταντῖνος, 141. Πουλιόπουλος Γεώργιος, 142. Ρουσσάκης Ἀλέξανδρος, 143. Σαμαρτζῆς Παναγιώτης, 144. Σιούλας Θεόδωρος, 145. Σουλτάνης Ἀναστάσιος, 146. Σταματόπουλος Ἠλίας, 147. Συμεωνίδης Χαράλαμπος, 148. Τασιόπουλος Μιχαήλ, 149. Τζανετάκης Ἐμμανουήλ, 150. Τοπαλίδης Στέφανος. <box>1023 637 1207 1255</box>
insurance-ad <box>1218 1534 1580 2318</box>
tragic-line: Ἡ τραγικὴ τοῦ μοῖρα! <box>115 903 332 926</box>
books-sale-ad <box>22 1662 426 2318</box>
sale-sub: ΕΙΣ ΞΕΝΟΓΛΩΣΣΑ ΒΙΒΛΙΑ <box>59 1752 388 1783</box>
program-body-wrap <box>22 1502 426 1652</box>
fire-body: ΛΑΡΙΣΑ, 4. — Πυρκαϊὰ ἐξερράγη εἰς ἀποθήκην σιτηρῶν, προκαλέσασα ζημίας ὑπολογιζομένας εἰς 85.000 δρχ. Ἡ πυροσβεστικὴ ὑπηρεσία ἐπενέβη ἐγκαίρως. <box>437 670 624 725</box>
kicker: “Οταν κλονίζωνται οἱ κολοσσοί <box>83 49 365 70</box>
branch-1-addr: ὁδὸς Ἀμερικῆς 23 Ἀθῆναι <box>41 2044 206 2059</box>
ann-r-sub-2: ΚΑΤΑΣΚΕΥΗ ΠΕΡΙΠΤΕΡΟΥ <box>1421 588 1541 600</box>
bank-title: ΕΜΠΟΡΙΚΗ ΤΡΑΠΕΖΑ ΤΗΣ ΕΛΛΑΔΟΣ Α.Ε. <box>683 1572 955 1623</box>
shop-street: ΟΔΟΣ ΑΓΙΑΣ ΣΟΦΙΑΣ 22 <box>139 1964 309 1981</box>
concert-with: ΜΑΖΙ ΤΟΥΣ Η ΜΑΡΙΑ ΦΑΡΑΝΤΟΥΡΗ <box>1299 1415 1484 1427</box>
divider <box>437 732 624 733</box>
miss-film: ΣΠΑΣΜΕΝΗ ΛΟΓΧΗ <box>452 2016 608 2080</box>
theft-body: Ὁμογενὴς εἰσαγγελεὺς καὶ ἀνακριτὴς προφυλακίσθη ἐπὶ κλοπῇ χρημάτων ἀπὸ καταστήματα τῆς πόλεως. <box>437 756 624 788</box>
ann-r-sub-3: ΑΝΑΘΕΣΙΣ ΚΑΘΑΡΙΟΤΗΤΟΣ <box>1418 677 1544 689</box>
concert-act: Ο ΔΙΟΝΥΣΗΣ ΣΑΒΒΟΠΟΥΛΟΣ ΚΑΙ ΤΑ ΜΠΟΥΡΜΠΟΥΛΙΑ ΤΟΥ <box>1236 1357 1547 1400</box>
bank-ad <box>639 1557 999 2318</box>
girl-body-repeat: ΑΘΗΝΑΙ, 4. — Ἡ 7ετὴς Ἀλεξάνδρα ἐδέχθη κτύπημα μὲ ξύλον εἰς τὸν ὀφθαλμόν ἐνῷ ἔπαιζε μετ' ἄλλων παιδιῶν εἰς τὴν αὐλὴν τῆς οἰκίας της. Ἡ μικρὰ διεκομίσθη εἰς τὸ Ὀφθαλμιατρεῖον ὅπου οἱ ἰατροὶ διατυποῦν φόβους ὅτι ἐνδεχομένως θὰ χάσῃ τὴν ὅρασιν τοῦ ἑνὸς ὀφθαλμοῦ. <box>437 150 624 239</box>
branch-1-name: ΑΜΕΡΙΚΑΝΙΚΟΝ ΒΙΒΛΙΟΠΩΛΕΙΟΝ <box>28 2026 220 2040</box>
girl-body-repeat: ΑΘΗΝΑΙ, 4. — Ἡ 7ετὴς Ἀλεξάνδρα ἐδέχθη κτύπημα μὲ ξύλον εἰς τὸν ὀφθαλμόν ἐνῷ ἔπαιζε μετ' ἄλλων παιδιῶν εἰς τὴν αὐλὴν τῆς οἰκίας της. Ἡ μικρὰ διεκομίσθη εἰς τὸ Ὀφθαλμιατρεῖον ὅπου οἱ ἰατροὶ διατυποῦν φόβους ὅτι ἐνδεχομένως θὰ χάσῃ τὴν ὅρασιν τοῦ ἑνὸς ὀφθαλμοῦ. <box>437 242 624 330</box>
floka-ad <box>639 1303 1208 1553</box>
ann-sub-5-body-repeat: Ἡ Βασιλικὴ Σταυρουπόλεως ἐκτίθησιν εἰς πλειοδοτικὸν διαγωνισμὸν τὴν μίσθωσιν προθήκης. <box>1397 219 1565 263</box>
cinema-today: ΣΗΜΕΡΟΝ <box>503 1667 558 1678</box>
accident-headline: Ἐφονεύθη εἰς τροχαῖον ἀτύχημα εὐθὺς μετὰ τὴν ἀποφυλάκισίν του <box>48 933 399 1023</box>
divider <box>437 633 624 634</box>
ann-sub-3: ΑΝΑΘΕΣΙΣ ΕΡΓΑΣΙΩΝ ΑΠΟΛΥΜΑΝΣΕΩΣ <box>1254 693 1351 716</box>
ann-r-sub-1-body: Ὁ Δήμαρχος Σταυρουπόλεως ἐκτίθησιν εἰς μειοδοτικὸν διαγωνισμὸν τὴν ἐκτέλεσιν τοῦ ἔργου ἀσφαλτοστρώσεως ὁδῶν τοῦ Δήμου. Προϋπολογισμὸς δρχ. 1.200.000. <box>1397 447 1565 513</box>
navy-body-repeat: ΑΘΗΝΑΙ, 4. — Ἀφ' ὅτου ἀνεχώρησεν ἐκ Πειραιῶς πρὸ ἡμερῶν, οὐδὲν ἴχνος ἀνευρέθη τοῦ 18ετοῦς ναυτόπαιδος τοῦ ἀλιευτικοῦ σκάφους. Αἱ ἔρευναι τῶν Λιμενικῶν Ἀρχῶν συνεχίζονται. <box>437 434 624 489</box>
divider <box>437 1289 624 1290</box>
page-label-wrap <box>22 10 426 49</box>
ann-r-sub-1-body-repeat: Ὁ Δήμαρχος Σταυρουπόλεως ἐκτίθησιν εἰς μειοδοτικὸν διαγωνισμὸν τὴν ἐκτέλεσιν τοῦ ἔργου ἀσφαλτοστρώσεως ὁδῶν τοῦ Δήμου. Προϋπολογισμὸς δρχ. 1.200.000. <box>1397 516 1565 582</box>
ann-sub-3-body-repeat: Ἡ Διεθνὴς Ἔκθεσις Θεσσαλονίκης προκηρύσσει διαγωνισμὸν διὰ τὴν ἀνάθεσιν τῶν ἐργασιῶν ἀπολυμάνσεως τῶν περιπτέρων. <box>1218 765 1387 808</box>
divider <box>22 899 426 901</box>
miss-sub: τὴν περίφημην ταινία ποὺ προβάλλεται στὸ <box>466 1858 594 1880</box>
divider <box>437 833 624 834</box>
branch-2-addr: ὁδὸς Πατησίων 167 Ἀθῆναι <box>236 2044 413 2059</box>
candidates-intro: Ἐκ τῆς στρατιωτικῆς ἰατρικῆς σχολῆς ἀνακοινοῦται ὅτι οἱ κατωτέρω ὑποψήφιοι καλοῦνται ὅπως προσέλθουν τὴν πρωΐαν τῆς 27ης Αὐγούστου 1970 εἰς τὸ κτίριον τῆς Σχολῆς διὰ τὴν ἐξέτασιν, ἔχοντες μεθ' ἑαυτῶν τὰ δικαιολογητικά των. <box>637 170 820 246</box>
floka-name: «ΦΛΟΚΑ Α.Ε.» <box>820 1339 1027 1372</box>
divider <box>437 496 624 497</box>
sale-title: ΕΚΠΤΩΣΕΙΣ <box>66 1677 381 1742</box>
announcements-banner: Διακηρύξεις <box>1218 59 1565 103</box>
ann-r-sub-4-body: Ὁ Ὀργανισμὸς Κ.Υ.Δ.Ε.Π. ἐκτίθησιν εἰς μειοδοτικὸν διαγωνισμὸν τὴν μεταφορὰν σίτου καὶ κριθῆς. <box>1397 802 1565 835</box>
miss-title: ΜΗ ΧΑΣΕΤΕ <box>479 1831 582 1851</box>
announcements-banner-wrap <box>1218 59 1565 103</box>
accident-body-wrap <box>22 1064 426 1454</box>
general-sale: ΕΚΠΤΩΣΕΙΣ ΓΕΝΙΚΩΣ <box>123 2075 324 2096</box>
ad-brand-block <box>1238 2101 1404 2153</box>
shop-name: Α. ΣΑΜΟΥΧΟΣ <box>89 1918 359 1959</box>
rate-info: Πληροφορίαι: κ. Τζιόβας Τηλ. 28-272 <box>1014 1743 1198 1779</box>
fire-head: ΕΚΡΗΞΙΣ ΠΥΡΚΑΓΙΑΣ ΕΙΣ ΤΗΝ ΛΑΡΙΣΑΝ <box>451 640 609 666</box>
lead-story-body <box>22 306 426 895</box>
miss-and: καὶ <box>521 1938 539 1950</box>
ann-body-b-repeat: ΑΓΟΡΑ ΤΡΟΦΙΜΩΝ. Ὁ Ὀργανισμὸς Λιμένος Θεσσαλονίκης προκηρύσσει πρόχειρον διαγωνισμὸν διὰ τὴν προμήθειαν τροφίμων διὰ τὰς ἀνάγκας τοῦ προσωπικοῦ. Αἱ προσφοραὶ κατατίθενται μέχρι τῆς 20ῆς Αὐγούστου 1970. <box>1397 350 1565 428</box>
ann-r-sub-4-body-repeat: Ὁ Ὀργανισμὸς Κ.Υ.Δ.Ε.Π. ἐκτίθησιν εἰς μειοδοτικὸν διαγωνισμὸν τὴν μεταφορὰν σίτου καὶ κριθῆς. <box>1397 839 1565 871</box>
ann-body-b: ΑΓΟΡΑ ΤΡΟΦΙΜΩΝ. Ὁ Ὀργανισμὸς Λιμένος Θεσσαλονίκης προκηρύσσει πρόχειρον διαγωνισμὸν διὰ τὴν προμήθειαν τροφίμων διὰ τὰς ἀνάγκας τοῦ προσωπικοῦ. Αἱ προσφοραὶ κατατίθενται μέχρι τῆς 20ῆς Αὐγούστου 1970. <box>1397 269 1565 346</box>
rate-sub: σταθερὸν εἰσόδημα <box>1047 1595 1165 1608</box>
concert-act-box <box>1228 1348 1555 1409</box>
program-signoff: Ὁ Δικαστικὸς Ἐπιμελητὴς ΝΙΚΟΛΑΟΣ Μ. ΜΑΓΚΑΝΑΡΗΣ <box>231 1585 425 1606</box>
floka-title: ΖΑΧΑΡΟΠΛΑΣΤΕΙΑ-ΕΣΤΙΑΤΟΡΙΑ <box>772 1313 1075 1334</box>
divider <box>437 337 624 338</box>
ann-sub-5: ΜΙΣΘΩΣΙΣ ΠΡΟΘΗΚΗΣ <box>1430 158 1532 170</box>
girl-body: ΑΘΗΝΑΙ, 4. — Ἡ 7ετὴς Ἀλεξάνδρα ἐδέχθη κτύπημα μὲ ξύλον εἰς τὸν ὀφθαλμόν ἐνῷ ἔπαιζε μετ' ἄλλων παιδιῶν εἰς τὴν αὐλὴν τῆς οἰκίας της. Ἡ μικρὰ διεκομίσθη εἰς τὸ Ὀφθαλμιατρεῖον ὅπου οἱ ἰατροὶ διατυποῦν φόβους ὅτι ἐνδεχομένως θὰ χάσῃ τὴν ὅρασιν τοῦ ἑνὸς ὀφθαλμοῦ. <box>437 58 624 146</box>
cinema-body: Ἡ κόλασις ἀνεβαίνει ἀπὸ τὸ ἄδυτο ΣΤΟΝ ΠΑΡΑΔΕΙΣΟ ΤΩΝ ΧΙΛΙΩΝ ΚΟΡΙΤΣΙΩΝ <box>446 1684 615 1731</box>
column-two <box>437 10 624 1626</box>
candidates-list <box>637 170 1206 1293</box>
